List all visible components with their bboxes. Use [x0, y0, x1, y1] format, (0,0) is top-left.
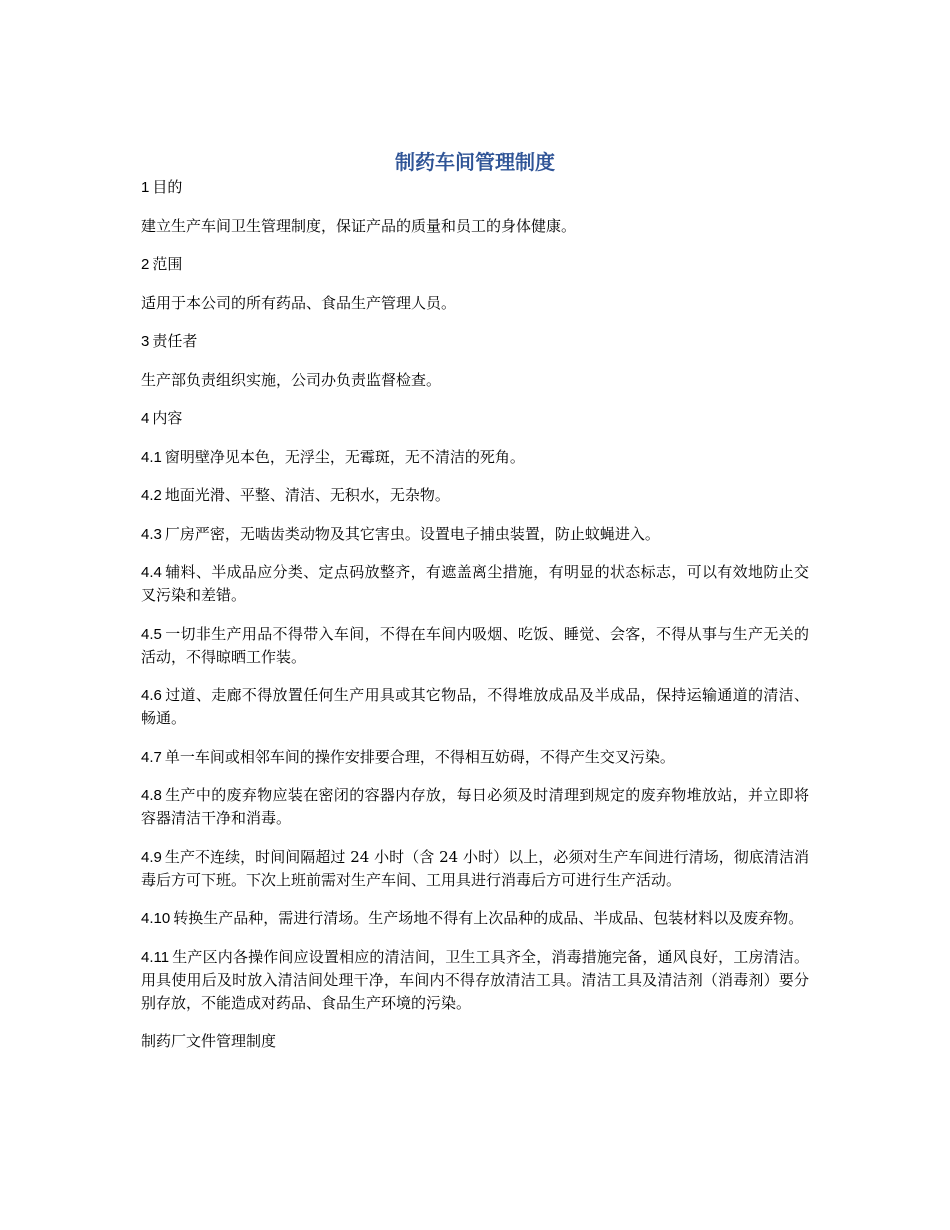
- paragraph-text: 地面光滑、平整、清洁、无积水，无杂物。: [164, 486, 450, 504]
- paragraph-number: 4.8: [141, 787, 162, 804]
- paragraph-number: 4.10: [141, 910, 171, 927]
- paragraph-number: 4.9: [141, 848, 162, 866]
- paragraph-13: [141, 684, 809, 730]
- paragraph-text: 过道、走廊不得放置任何生产用具或其它物品，不得堆放成品及半成品，保持运输通道的清洁、畅通。: [141, 686, 809, 727]
- paragraph-text: 单一车间或相邻车间的操作安排要合理，不得相互妨碍，不得产生交叉污染。: [164, 747, 675, 766]
- paragraph-text: 转换生产品种，需进行清场。生产场地不得有上次品种的成品、半成品、包装材料以及废弃物。: [173, 909, 804, 927]
- paragraph-7: [141, 407, 809, 430]
- paragraph-6: [141, 369, 809, 392]
- paragraph-number: 4: [141, 410, 150, 427]
- paragraph-number: 1: [141, 179, 150, 196]
- paragraph-text: 厂房严密，无啮齿类动物及其它害虫。设置电子捕虫装置，防止蚊蝇进入。: [164, 524, 660, 543]
- paragraph-text: 责任者: [152, 332, 198, 350]
- paragraph-text: 窗明壁净见本色，无浮尘，无霉斑，无不清洁的死角。: [164, 447, 525, 466]
- paragraph-number: 4.3: [141, 525, 162, 543]
- paragraph-12: [141, 623, 809, 669]
- paragraph-number: 4.1: [141, 448, 162, 466]
- paragraph-18: [141, 946, 809, 1015]
- paragraph-text: 建立生产车间卫生管理制度，保证产品的质量和员工的身体健康。: [141, 216, 577, 235]
- paragraph-text: 生产区内各操作间应设置相应的清洁间，卫生工具齐全，消毒措施完备，通风良好，工房清洁。用具使用后及时放入清洁间处理干净，车间内不得存放清洁工具。清洁工具及清洁剂（消毒剂）要分别存放，不能造成对药品、食品生产环境的污染。: [141, 947, 809, 1012]
- paragraph-9: [141, 484, 809, 507]
- paragraph-4: [141, 292, 809, 315]
- paragraph-text: 内容: [152, 409, 183, 427]
- paragraph-text: 辅料、半成品应分类、定点码放整齐，有遮盖离尘措施，有明显的状态标志，可以有效地防止交叉污染和差错。: [141, 563, 809, 604]
- paragraph-number: 4.6: [141, 687, 162, 704]
- paragraph-19: [141, 1030, 809, 1053]
- paragraph-text: 适用于本公司的所有药品、食品生产管理人员。: [141, 293, 457, 312]
- paragraph-16: [141, 846, 809, 892]
- paragraph-14: [141, 746, 809, 769]
- paragraph-8: [141, 446, 809, 469]
- paragraph-11: [141, 561, 809, 607]
- paragraph-text: 制药厂文件管理制度: [141, 1032, 277, 1050]
- document-title: 制药车间管理制度: [395, 150, 555, 174]
- paragraph-number: 4.5: [141, 625, 162, 643]
- paragraph-text: 生产部负责组织实施，公司办负责监督检查。: [141, 370, 442, 389]
- paragraph-text: 生产中的废弃物应装在密闭的容器内存放，每日必须及时清理到规定的废弃物堆放站，并立即将容器清洁干净和消毒。: [141, 786, 809, 827]
- paragraph-text: 生产不连续，时间间隔超过 24 小时（含 24 小时）以上，必须对生产车间进行清场，彻底清洁消毒后方可下班。下次上班前需对生产车间、工用具进行消毒后方可进行生产活动。: [141, 847, 809, 889]
- paragraph-number: 3: [141, 333, 150, 350]
- paragraph-17: [141, 907, 809, 930]
- paragraph-1: [141, 176, 809, 199]
- paragraph-number: 4.2: [141, 487, 162, 504]
- paragraph-3: [141, 253, 809, 276]
- paragraph-number: 4.11: [141, 948, 170, 966]
- paragraph-10: [141, 523, 809, 546]
- paragraph-text: 一切非生产用品不得带入车间，不得在车间内吸烟、吃饭、睡觉、会客，不得从事与生产无关的活动，不得晾晒工作装。: [141, 624, 809, 666]
- paragraph-5: [141, 330, 809, 353]
- paragraph-number: 4.7: [141, 748, 162, 766]
- paragraph-2: [141, 215, 809, 238]
- document-body: [141, 176, 809, 1069]
- paragraph-number: 4.4: [141, 564, 162, 581]
- paragraph-15: [141, 784, 809, 830]
- paragraph-text: 目的: [152, 178, 183, 196]
- paragraph-number: 2: [141, 256, 150, 273]
- paragraph-text: 范围: [152, 255, 183, 273]
